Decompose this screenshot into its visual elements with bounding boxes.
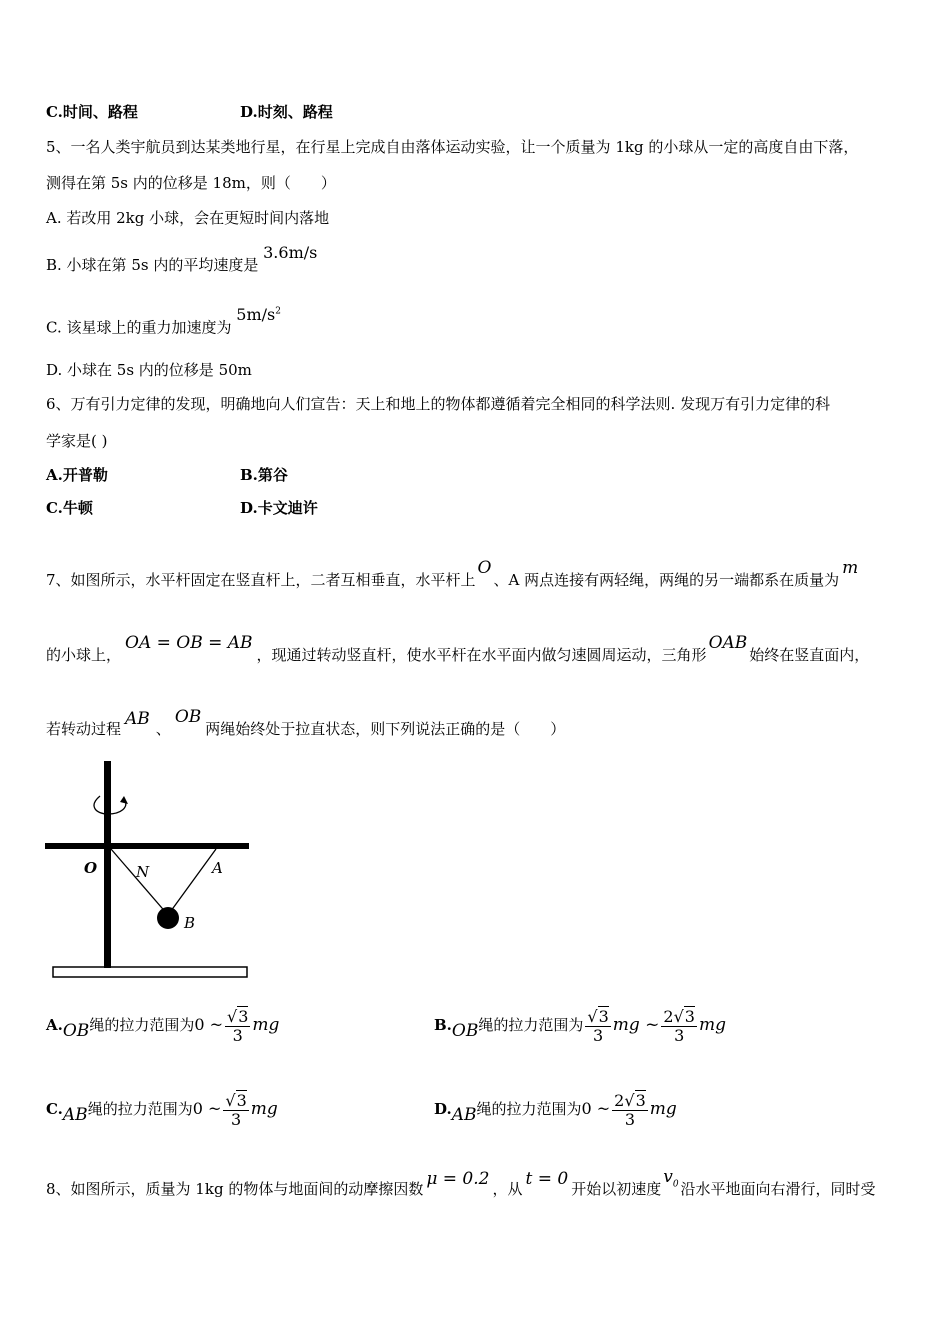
q8-v-sub: 0 [672, 1179, 679, 1190]
q7-mass-m: m [842, 558, 859, 578]
q7-option-b-fraction1: $\frac{√3}{3}$ [587, 1006, 609, 1045]
q7-rope-ob: OB [174, 707, 202, 727]
q7-option-c-rope: AB [62, 1105, 88, 1125]
q5-option-d: D. 小球在 5s 内的位移是 50m [46, 361, 252, 379]
q7-equation: OA = OB = AB [125, 633, 253, 653]
q7-figure [40, 758, 255, 983]
q5-option-c-math [236, 305, 281, 324]
q5-option-c-sup: 2 [275, 307, 281, 317]
q7-option-b [434, 1000, 726, 1050]
q7-line2-text-a: 的小球上， [46, 646, 122, 664]
q7-option-a-rope: OB [62, 1021, 90, 1041]
q7-option-d-frac-coef: 2 [614, 1090, 625, 1110]
q7-triangle-oab: OAB [708, 633, 748, 653]
q7-line3-text-a: 若转动过程 [46, 720, 122, 738]
q8-v: v [663, 1167, 673, 1187]
q7-option-c-frac-num: 3 [236, 1090, 247, 1110]
q5-stem-line2: 测得在第 5s 内的位移是 18m，则（ ） [46, 174, 336, 192]
q7-option-c-text: 绳的拉力范围为 [87, 1100, 193, 1118]
q7-option-b-frac2-den: 3 [674, 1025, 685, 1045]
q7-line2-text-c: 始终在竖直面内， [749, 646, 870, 664]
q7-option-d-frac-den: 3 [624, 1109, 636, 1129]
q5-option-b-text: B. 小球在第 5s 内的平均速度是 [46, 256, 259, 274]
q7-line2-text-b: ，现通过转动竖直杆，使水平杆在水平面内做匀速圆周运动，三角形 [256, 646, 707, 664]
q7-line3-sep: 、 [155, 720, 171, 738]
q8-text-b: ，从 [492, 1180, 523, 1198]
q8-time-zero: t = 0 [525, 1169, 569, 1189]
ball-b [157, 907, 179, 929]
q7-option-a [46, 1000, 279, 1050]
q6-option-a: A.开普勒 [46, 466, 108, 484]
q7-option-a-range-start: 0 ~ [194, 1015, 223, 1034]
q7-option-b-fraction2: $\frac{2√3}{3}$ [663, 1006, 695, 1045]
label-o: O [84, 859, 98, 877]
q7-option-b-frac1-num: 3 [598, 1006, 609, 1026]
q7-option-a-text: 绳的拉力范围为 [89, 1016, 195, 1034]
q7-option-b-frac1-den: 3 [592, 1025, 604, 1045]
q7-point-o: O [477, 558, 492, 578]
q7-option-b-text: 绳的拉力范围为 [478, 1016, 584, 1034]
q6-stem-line1: 6、万有引力定律的发现，明确地向人们宣告：天上和地上的物体都遵循着完全相同的科学法则. 发现万有引力定律的科 [46, 395, 831, 413]
q5-option-c [46, 305, 281, 337]
q7-option-b-rope: OB [451, 1021, 479, 1041]
q7-line1-text-b: 、A 两点连接有两轻绳，两绳的另一端都系在质量为 [493, 571, 840, 589]
q8-stem [46, 1167, 876, 1206]
q7-option-b-mg: mg [698, 1015, 726, 1035]
q7-option-c-prefix: C. [46, 1100, 63, 1118]
q5-option-b [46, 243, 318, 275]
q8-text-a: 8、如图所示，质量为 1kg 的物体与地面间的动摩擦因数 [46, 1180, 424, 1198]
q4-option-c: C.时间、路程 [46, 103, 138, 121]
q8-text-c: 开始以初速度 [571, 1180, 662, 1198]
q7-stem-line1 [46, 558, 859, 590]
q5-option-c-unit: 5m/s [236, 305, 276, 325]
q6-option-b: B.第谷 [240, 466, 288, 484]
q7-option-d-range-start: 0 ~ [581, 1099, 611, 1118]
q4-option-d: D.时刻、路程 [240, 103, 333, 121]
q6-stem-line2: 学家是( ) [46, 432, 108, 450]
q5-option-a: A. 若改用 2kg 小球，会在更短时间内落地 [46, 209, 330, 227]
q8-friction-coefficient: μ = 0.2 [426, 1169, 490, 1189]
q7-option-a-frac-num: 3 [238, 1006, 249, 1026]
q7-option-c-mg: mg [250, 1099, 278, 1119]
q7-option-d [434, 1084, 677, 1134]
q7-option-a-prefix: A. [46, 1016, 63, 1034]
rope-ob [111, 849, 168, 915]
q7-option-b-prefix: B. [434, 1016, 452, 1034]
rope-ab [168, 849, 216, 915]
label-n: N [136, 863, 150, 881]
q7-option-d-fraction: $\frac{2√3}{3}$ [614, 1090, 646, 1129]
q8-initial-velocity [663, 1167, 679, 1190]
q5-option-b-math: 3.6m/s [263, 243, 318, 262]
q7-option-a-fraction: $\frac{√3}{3}$ [227, 1006, 249, 1045]
q7-option-c-fraction: $\frac{√3}{3}$ [225, 1090, 247, 1129]
q7-option-c-range-start: 0 ~ [192, 1099, 222, 1118]
q7-line1-text-a: 7、如图所示，水平杆固定在竖直杆上，二者互相垂直，水平杆上 [46, 571, 476, 589]
q7-rope-ab: AB [125, 709, 150, 729]
q6-option-d: D.卡文迪许 [240, 499, 318, 517]
q8-text-d: 沿水平地面向右滑行，同时受 [680, 1180, 876, 1198]
q5-option-c-text: C. 该星球上的重力加速度为 [46, 318, 232, 337]
q7-option-a-mg: mg [252, 1015, 280, 1035]
q7-line3-text-b: 两绳始终处于拉直状态，则下列说法正确的是（ ） [205, 720, 566, 738]
q7-option-c-frac-den: 3 [230, 1109, 242, 1129]
q7-option-b-frac2-coef: 2 [663, 1006, 674, 1026]
q7-stem-line2 [46, 633, 870, 665]
q7-option-b-mid: mg ~ [612, 1015, 660, 1035]
horizontal-rod [45, 843, 249, 849]
q7-option-d-frac-num: 3 [635, 1090, 646, 1110]
vertical-rod [104, 761, 111, 968]
base-plate [53, 967, 247, 977]
q7-stem-line3 [46, 707, 566, 739]
q7-option-c [46, 1084, 278, 1134]
q7-option-d-text: 绳的拉力范围为 [476, 1100, 582, 1118]
label-b: B [184, 914, 196, 932]
q5-stem-line1: 5、一名人类宇航员到达某类地行星，在行星上完成自由落体运动实验，让一个质量为 1kg 的小球从一定的高度自由下落， [46, 138, 859, 156]
rotation-arrowhead-icon [120, 796, 128, 804]
q7-option-d-prefix: D. [434, 1100, 452, 1118]
q7-option-d-rope: AB [451, 1105, 477, 1125]
q7-option-d-mg: mg [649, 1099, 677, 1119]
q6-option-c: C.牛顿 [46, 499, 93, 517]
q7-option-b-frac2-num: 3 [684, 1006, 695, 1026]
q7-option-a-frac-den: 3 [232, 1025, 243, 1045]
label-a: A [212, 859, 223, 877]
